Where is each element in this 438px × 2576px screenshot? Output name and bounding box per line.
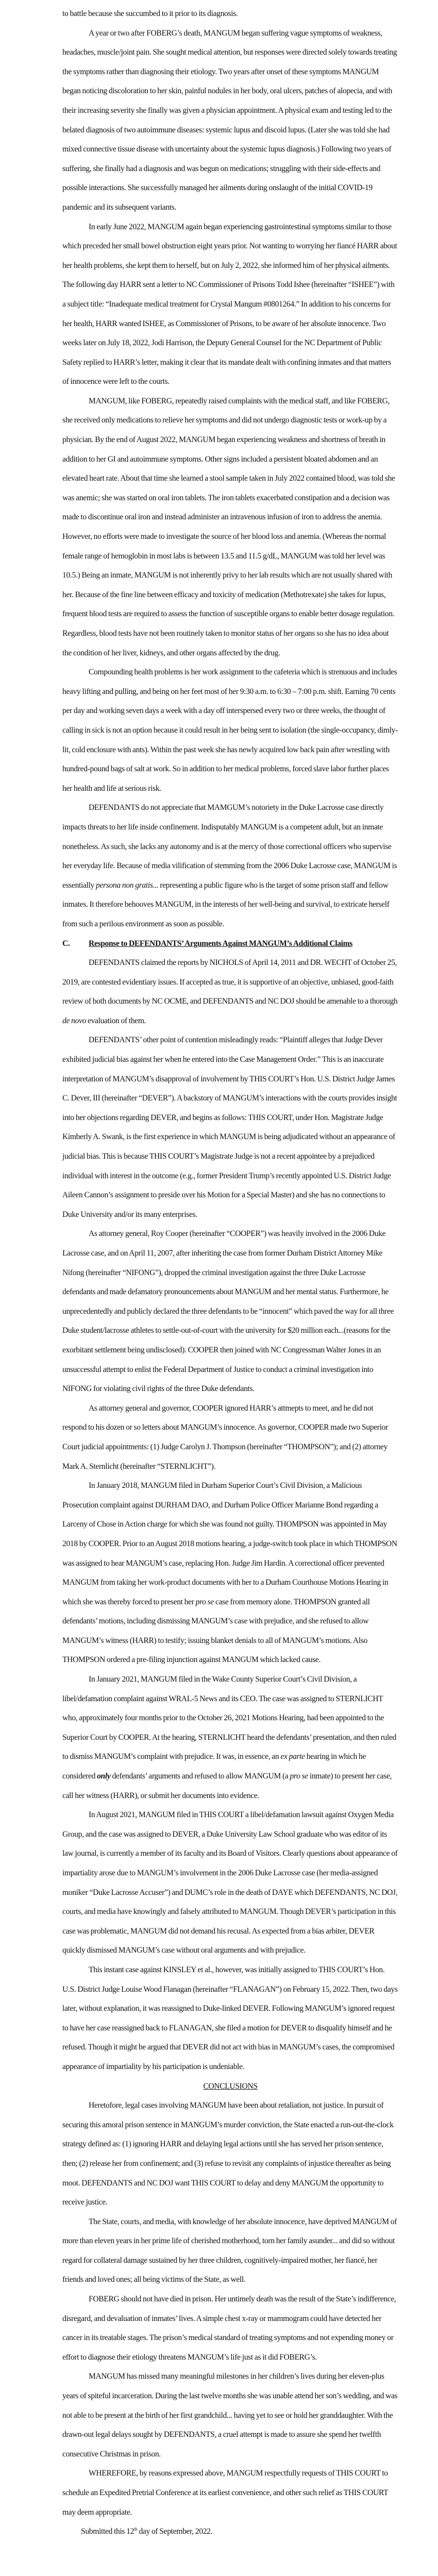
paragraph-thompson xyxy=(62,1476,398,1670)
paragraph: A year or two after FOBERG’s death, MANGUM began suffering vague symptoms of weakness, headaches, muscle/joint pain. She sought medical attention, but responses were directed solely towards treating the symptoms rather than diagnosing their etiology. Two years after onset of these symptoms MANGUM began noticing discoloration to her skin, painful nodules in her body, oral ulcers, patches of alopecia, and with their increasing severity she finally was given a physician appointment. A physical exam and testing led to the belated diagnosis of two autoimmune diseases: systemic lupus and discoid lupus. (Later she was told she had mixed connective tissue disease with uncertainty about the systemic lupus diagnosis.) Following two years of suffering, she finally had a diagnosis and was begun on medications; struggling with their side-effects and possible interactions. She successfully managed her ailments during onslaught of the initial COVID-19 pandemic and its subsequent variants. xyxy=(62,28,397,212)
italic-text: ex parte xyxy=(280,1752,305,1761)
document-body xyxy=(62,4,398,2541)
paragraph: As attorney general and governor, COOPER ignored HARR’s attmepts to meet, and he did not respond to his dozen or so letters about MANGUM’s innocence. As governor, COOPER made two Superior Court judicial appointments: (1) Judge Carolyn J. Thompson (hereinafter “THOMPSON”); and (2) attorney Mark A. Sternlicht (hereinafter “STERNLICHT”). xyxy=(62,1403,388,1471)
paragraphs-part3 xyxy=(62,1805,398,2076)
paragraph: WHEREFORE, by reasons expressed above, MANGUM respectfully requests of THIS COURT to schedule an Expedited Pretrial Conference at its earliest convenience, and other such relief as THIS COURT may deem appropriate. xyxy=(62,2469,388,2517)
paragraphs-part1 xyxy=(62,4,398,798)
paragraph: Heretofore, legal cases involving MANGUM have been about retaliation, not justice. In pursuit of securing this amoral prison sentence in MANGUM’s murder conviction, the State enacted a run-out-the-clock strategy defined as: (1) ignoring HARR and delaying legal actions until she has served her prison sentence, then; (2) release her from confinement; and (3) refuse to revisit any complaints of injustice thereafter as being moot. DEFENDANTS and NC DOJ want THIS COURT to delay and deny MANGUM the opportunity to receive justice. xyxy=(62,2101,394,2207)
paragraph: MANGUM, like FOBERG, repeatedly raised complaints with the medical staff, and like FOBERG, she received only medications to relieve her symptoms and did not undergo diagnostic tests or work-up by a physician. By the end of August 2022, MANGUM began experiencing weakness and shortness of breath in addition to her GI and autoimmune symptoms. Other signs included a persistent bloated abdomen and an elevated heart rate. About that time she learned a stool sample taken in July 2022 contained blood, was told she was anemic; she was started on oral iron tablets. The iron tablets exacerbated constipation and a decision was made to discontinue oral iron and instead administer an intravenous infusion of iron to address the anemia. However, no efforts were made to investigate the source of her blood loss and anemia. (Whereas the normal female range of hemoglobin in most labs is between 13.5 and 11.5 g/dL, MANGUM was told her level was 10.5.) Being an inmate, MANGUM is not inherently privy to her lab results which are not usually shared with her. Because of the fine line between efficacy and toxicity of medication (Methotrexate) she takes for lupus, frequent blood tests are required to assess the function of susceptible organs to enable better dosage regulation. Regardless, blood tests have not been routinely taken to monitor status of her organs so she has no idea about the condition of her liver, kidneys, and other organs affected by the drug. xyxy=(62,396,395,657)
submitted-date xyxy=(62,2522,398,2541)
paragraph-sternlicht xyxy=(62,1670,398,1805)
paragraph: FOBERG should not have died in prison. Her untimely death was the result of the State’s indifference, disregard, and devaluation of inmates’ lives. A simple chest x-ray or mammogram could have detected her cancer in its treatable stages. The prison’s medical standard of treating symptoms and not expending money or effort to diagnose their etiology threatens MANGUM’s life just as it did FOBERG’s. xyxy=(62,2295,396,2362)
italic-text: de novo xyxy=(62,1016,86,1025)
paragraph: In early June 2022, MANGUM again began experiencing gastrointestinal symptoms similar to those which preceded her small bowel obstruction eight years prior. Not wanting to worrying her fiancé HARR about her health problems, she kept them to herself, but on July 2, 2022, she informed him of her physical ailments. The following day HARR sent a letter to NC Commissioner of Prisons Todd Ishee (hereinafter “ISHEE”) with a subject title: “Inadequate medical treatment for Crystal Mangum #0801264.” In addition to his concerns for her health, HARR wanted ISHEE, as Commissioner of Prisons, to be aware of her absolute innocence. Two weeks later on July 18, 2022, Jodi Harrison, the Deputy General Counsel for the NC Department of Public Safety replied to HARR’s letter, making it clear that its mandate dealt with confining inmates and that matters of innocence were left to the courts. xyxy=(62,222,397,386)
paragraph: DEFENDANTS’ other point of contention misleadingly reads: “Plaintiff alleges that Judge Dever exhibited judicial bias against her when he entered into the Case Management Order.” This is an inaccurate interpretation of MANGUM’s disapproval of involvement by THIS COURT’s Hon. U.S. District Judge James C. Dever, III (hereinafter “DEVER”). A backstory of MANGUM’s interactions with the courts provides insight into her objections regarding DEVER, and begins as follows: THIS COURT, under Hon. Magistrate Judge Kimberly A. Swank, is the first experience in which MANGUM is being adjudicated without an appearance of judicial bias. This is because THIS COURT’s Magistrate Judge is not a recent appointee by a prejudiced individual with interest in the outcome (e.g., former President Trump’s recently appointed U.S. District Judge Aileen Cannon’s assignment to preside over his Motion for a Special Master) and she has no connections to Duke University and/or its many enterprises. xyxy=(62,1036,397,1219)
text-run: In January 2018, MANGUM filed in Durham Superior Court’s Civil Division, a Malicious Prosecution complaint against DURHAM DAO, and Durham Police Officer Marianne Bond regarding a Larceny of Chose in Action charge for which she was found not guilty. THOMPSON was appointed in May 2018 by COOPER. Prior to an August 2018 motions hearing, a judge-switch took place in which THOMPSON was assigned to hear MANGUM’s case, replacing Hon. Judge Jim Hardin. A correctional officer prevented MANGUM from taking her work-product documents with her to a Durham Courthouse Motions Hearing in which she was thereby forced to present her xyxy=(62,1481,397,1606)
paragraph: MANGUM has missed many meaningful milestones in her children’s lives during her eleven-plus years of spiteful incarceration. During the last twelve months she was unable attend her son’s wedding, and was not able to be present at the birth of her first grandchild... having yet to see or hold her granddaughter. With the drawn-out legal delays sought by DEFENDANTS, a cruel attempt is made to assure she spend her twelfth consecutive Christmas in prison. xyxy=(62,2372,398,2459)
text-run: case from memory alone. THOMPSON granted all defendants’ motions, including dismissing MANGUM’s case with prejudice, and she refused to allow MANGUM’s witness (HARR) to testify; issuing blanket denials to all of MANGUM’s motions. Also THOMPSON ordered a pre-filing injunction against MANGUM which lacked cause. xyxy=(62,1597,370,1665)
text-run: In January 2021, MANGUM filed in the Wake County Superior Court’s Civil Division, a libel/defamation complaint against WRAL-5 News and its CEO. The case was assigned to STERNLICHT who, approximately four months prior to the October 26, 2021 Motions Hearing, had been appointed to the Superior Court by COOPER. At the hearing, STERNLICHT heard the defendants’ presentation, and then ruled to dismiss MANGUM’s complaint with prejudice. It was, in essence, an xyxy=(62,1675,396,1761)
text-run: inmate) to present her case, call her witness (HARR), or submit her documents into evidence. xyxy=(62,1772,392,1800)
paragraph: The State, courts, and media, with knowledge of her absolute innocence, have deprived MANGUM of more than eleven years in her prime life of cherished motherhood, torn her family asunder... and did so without regard for collateral damage sustained by her three children, cognitively-impaired mother, her fiancé, her friends and loved ones; all being victims of the State, as well. xyxy=(62,2217,397,2284)
paragraph: to battle because she succumbed to it prior to its diagnosis. xyxy=(62,9,238,18)
paragraphs-part2 xyxy=(62,1030,398,1476)
bold-italic-text: only xyxy=(97,1772,111,1781)
paragraph-notoriety xyxy=(62,798,398,934)
text-run: defendants’ arguments and refused to allow MANGUM (a xyxy=(110,1772,290,1781)
text-run: DEFENDANTS do not appreciate that MAMGUM’s notoriety in the Duke Lacrosse case directly impacts threats to her life inside confinement. Indisputably MANGUM is a competent adult, but an inmate nonetheless. As such, she lacks any autonomy and is at the mercy of those correctional officers who supervise her everyday life. Because of media vilification of stemming from the 2006 Duke Lacrosse case, MANGUM is essentially xyxy=(62,803,397,890)
paragraph: As attorney general, Roy Cooper (hereinafter “COOPER”) was heavily involved in the 2006 Duke Lacrosse case, and on April 11, 2007, after inheriting the case from former Durham District Attorney Mike Nifong (hereinafter “NIFONG”), dropped the criminal investigation against the three Duke Lacrosse defendants and made defamatory pronouncements about MANGUM and her mental status. Furthermore, he unprecedentedly and publicly declared the three defendants to be “innocent” which paved the way for all three Duke student/lacrosse athletes to settle-out-of-court with the university for $20 million each...(reasons for the exorbitant settlement being undisclosed). COOPER then joined with NC Congressman Walter Jones in an unsuccessful attempt to enlist the Federal Department of Justice to conduct a criminal investigation into NIFONG for violating civil rights of the three Duke defendants. xyxy=(62,1229,394,1394)
text-run: day of September, 2022. xyxy=(137,2527,213,2536)
conclusions-heading: CONCLUSIONS xyxy=(203,2081,258,2091)
section-heading-c xyxy=(62,934,398,954)
text-run: DEFENDANTS claimed the reports by NICHOLS of April 14, 2011 and DR. WECHT of October 25, 2019, are contested evidentiary issues. If accepted as true, it is supportive of an objective, unbiased, good-faith review of both documents by NC OCME, and DEFENDANTS and NC DOJ should be amenable to a thorough xyxy=(62,958,398,1006)
paragraph: In August 2021, MANGUM filed in THIS COURT a libel/defamation lawsuit against Oxygen Media Group, and the case was assigned to DEVER, a Duke University Law School graduate who was editor of its law journal, is currently a member of its faculty and its Board of Visitors. Clearly questions about appearance of impartiality arose due to MANGUM’s involvement in the 2006 Duke Lacrosse case (her media-assigned moniker “Duke Lacrosse Accuser”) and DUMC’s role in the death of DAYE which DEFENDANTS, NC DOJ, courts, and media have knowingly and falsely attributed to MANGUM. Though DEVER’s participation in this case was problematic, MANGUM did not demand his recusal. As expected from a bias arbiter, DEVER quickly dismissed MANGUM’s case without oral arguments and with prejudice. xyxy=(62,1810,398,1955)
text-run: evaluation of them. xyxy=(86,1016,146,1025)
paragraphs-part4 xyxy=(62,2096,398,2522)
ordinal-superscript: th xyxy=(134,2527,138,2532)
italic-text: pro se xyxy=(290,1772,308,1781)
section-title: Response to DEFENDANTS’ Arguments Against MANGUM’s Additional Claims xyxy=(89,939,353,948)
paragraph: This instant case against KINSLEY et al., however, was initially assigned to THIS COURT’s Hon. U.S. District Judge Louise Wood Flanagan (hereinafter “FLANAGAN”) on February 15, 2022. Then, two days later, without explanation, it was reassigned to Duke-linked DEVER. Following MANGUM’s ignored request to have her case reassigned back to FLANAGAN, she filed a motion for DEVER to disqualify himself and he refused. Though it might be argued that DEVER did not act with bias in MANGUM’s cases, the compromised appearance of impartiality by his participation is undeniable. xyxy=(62,1965,398,2071)
paragraph-reports xyxy=(62,953,398,1030)
text-run: Submitted this 12 xyxy=(81,2527,134,2536)
paragraph: Compounding health problems is her work assignment to the cafeteria which is strenuous and includes heavy lifting and pulling, and being on her feet most of her 9:30 a.m. to 6:30 – 7:00 p.m. shift. Earning 70 cents per day and working seven days a week with a day off interspersed every two or three weeks, the thought of calling in sick is not an option because it could result in her being sent to isolation (the single-occupancy, dimly-lit, cold enclosure with ants). Within the past week she has newly acquired low back pain after wrestling with hundred-pound bags of salt at work. So in addition to her medical problems, forced slave labor further places her health and life at serious risk. xyxy=(62,668,398,793)
text-run: hearing in which he considered xyxy=(62,1752,366,1781)
text-run: ... representing a public figure who is the target of some prison staff and fellow inmates. It therefore behooves MANGUM, in the interests of her well-being and survival, to extricate herself from such a perilous environment as soon as possible. xyxy=(62,880,390,928)
italic-text: persona non gratis xyxy=(96,880,153,890)
italic-text: pro se xyxy=(195,1597,214,1606)
section-number: C. xyxy=(62,939,70,948)
